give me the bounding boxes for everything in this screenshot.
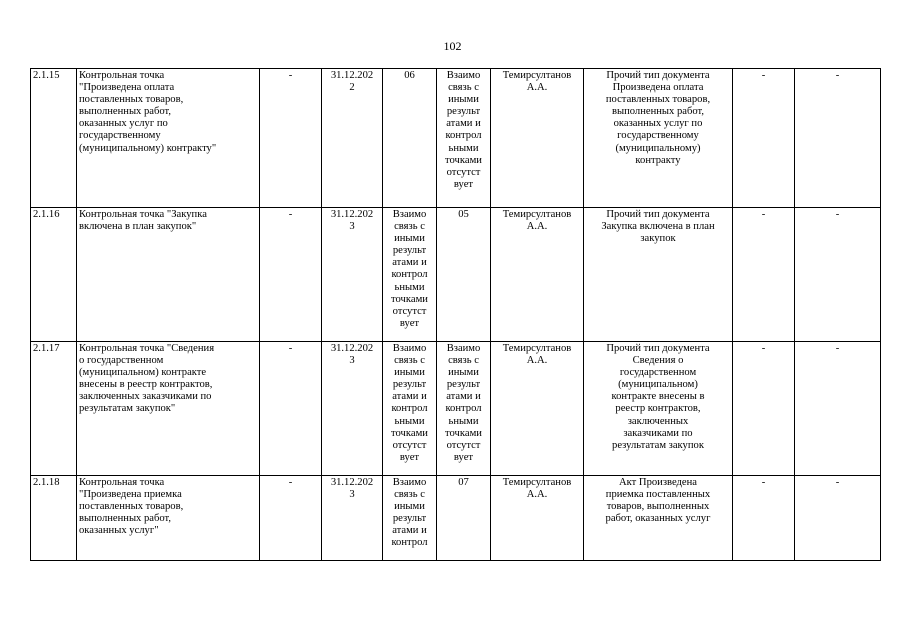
control-point-name: Контрольная точка "Закупка включена в план закупок" xyxy=(77,208,260,342)
relation-cell: Взаимо связь с иными результ атами и контрол xyxy=(383,476,437,561)
relation-cell: Взаимо связь с иными результ атами и контрол ьными точками отсутст вует xyxy=(383,342,437,476)
cell-dash: - xyxy=(795,69,881,208)
responsible-person: Темирсултанов А.А. xyxy=(491,342,584,476)
cell-dash: - xyxy=(733,208,795,342)
row-number: 2.1.15 xyxy=(31,69,77,208)
row-number: 2.1.16 xyxy=(31,208,77,342)
table-row xyxy=(31,342,881,476)
control-point-name: Контрольная точка "Сведения о государственном (муниципальном) контракте внесены в реестр контрактов, заключенных заказчиками по результатам закупок" xyxy=(77,342,260,476)
control-point-name: Контрольная точка "Произведена приемка поставленных товаров, выполненных работ, оказанных услуг" xyxy=(77,476,260,561)
document-type: Акт Произведена приемка поставленных товаров, выполненных работ, оказанных услуг xyxy=(584,476,733,561)
relation-cell: 06 xyxy=(383,69,437,208)
responsible-person: Темирсултанов А.А. xyxy=(491,476,584,561)
responsible-person: Темирсултанов А.А. xyxy=(491,69,584,208)
deadline-date: 31.12.202 3 xyxy=(322,476,383,561)
deadline-date: 31.12.202 3 xyxy=(322,342,383,476)
table-row xyxy=(31,69,881,208)
document-type: Прочий тип документа Закупка включена в план закупок xyxy=(584,208,733,342)
cell-dash: - xyxy=(260,208,322,342)
cell-dash: - xyxy=(795,208,881,342)
cell-dash: - xyxy=(260,69,322,208)
relation-cell: 07 xyxy=(437,476,491,561)
responsible-person: Темирсултанов А.А. xyxy=(491,208,584,342)
cell-dash: - xyxy=(260,342,322,476)
row-number: 2.1.18 xyxy=(31,476,77,561)
cell-dash: - xyxy=(795,342,881,476)
control-points-table xyxy=(30,68,881,561)
cell-dash: - xyxy=(795,476,881,561)
document-type: Прочий тип документа Произведена оплата поставленных товаров, выполненных работ, оказанных услуг по государственному (муниципальному) контракту xyxy=(584,69,733,208)
relation-cell: Взаимо связь с иными результ атами и контрол ьными точками отсутст вует xyxy=(437,69,491,208)
cell-dash: - xyxy=(733,69,795,208)
document-type: Прочий тип документа Сведения о государственном (муниципальном) контракте внесены в реестр контрактов, заключенных заказчиками по результатам закупок xyxy=(584,342,733,476)
cell-dash: - xyxy=(260,476,322,561)
table-row xyxy=(31,208,881,342)
table-row xyxy=(31,476,881,561)
relation-cell: 05 xyxy=(437,208,491,342)
row-number: 2.1.17 xyxy=(31,342,77,476)
control-point-name: Контрольная точка "Произведена оплата поставленных товаров, выполненных работ, оказанных услуг по государственному (муниципальному) контракту" xyxy=(77,69,260,208)
deadline-date: 31.12.202 3 xyxy=(322,208,383,342)
page-number: 102 xyxy=(443,39,462,53)
deadline-date: 31.12.202 2 xyxy=(322,69,383,208)
cell-dash: - xyxy=(733,342,795,476)
relation-cell: Взаимо связь с иными результ атами и контрол ьными точками отсутст вует xyxy=(437,342,491,476)
cell-dash: - xyxy=(733,476,795,561)
relation-cell: Взаимо связь с иными результ атами и контрол ьными точками отсутст вует xyxy=(383,208,437,342)
